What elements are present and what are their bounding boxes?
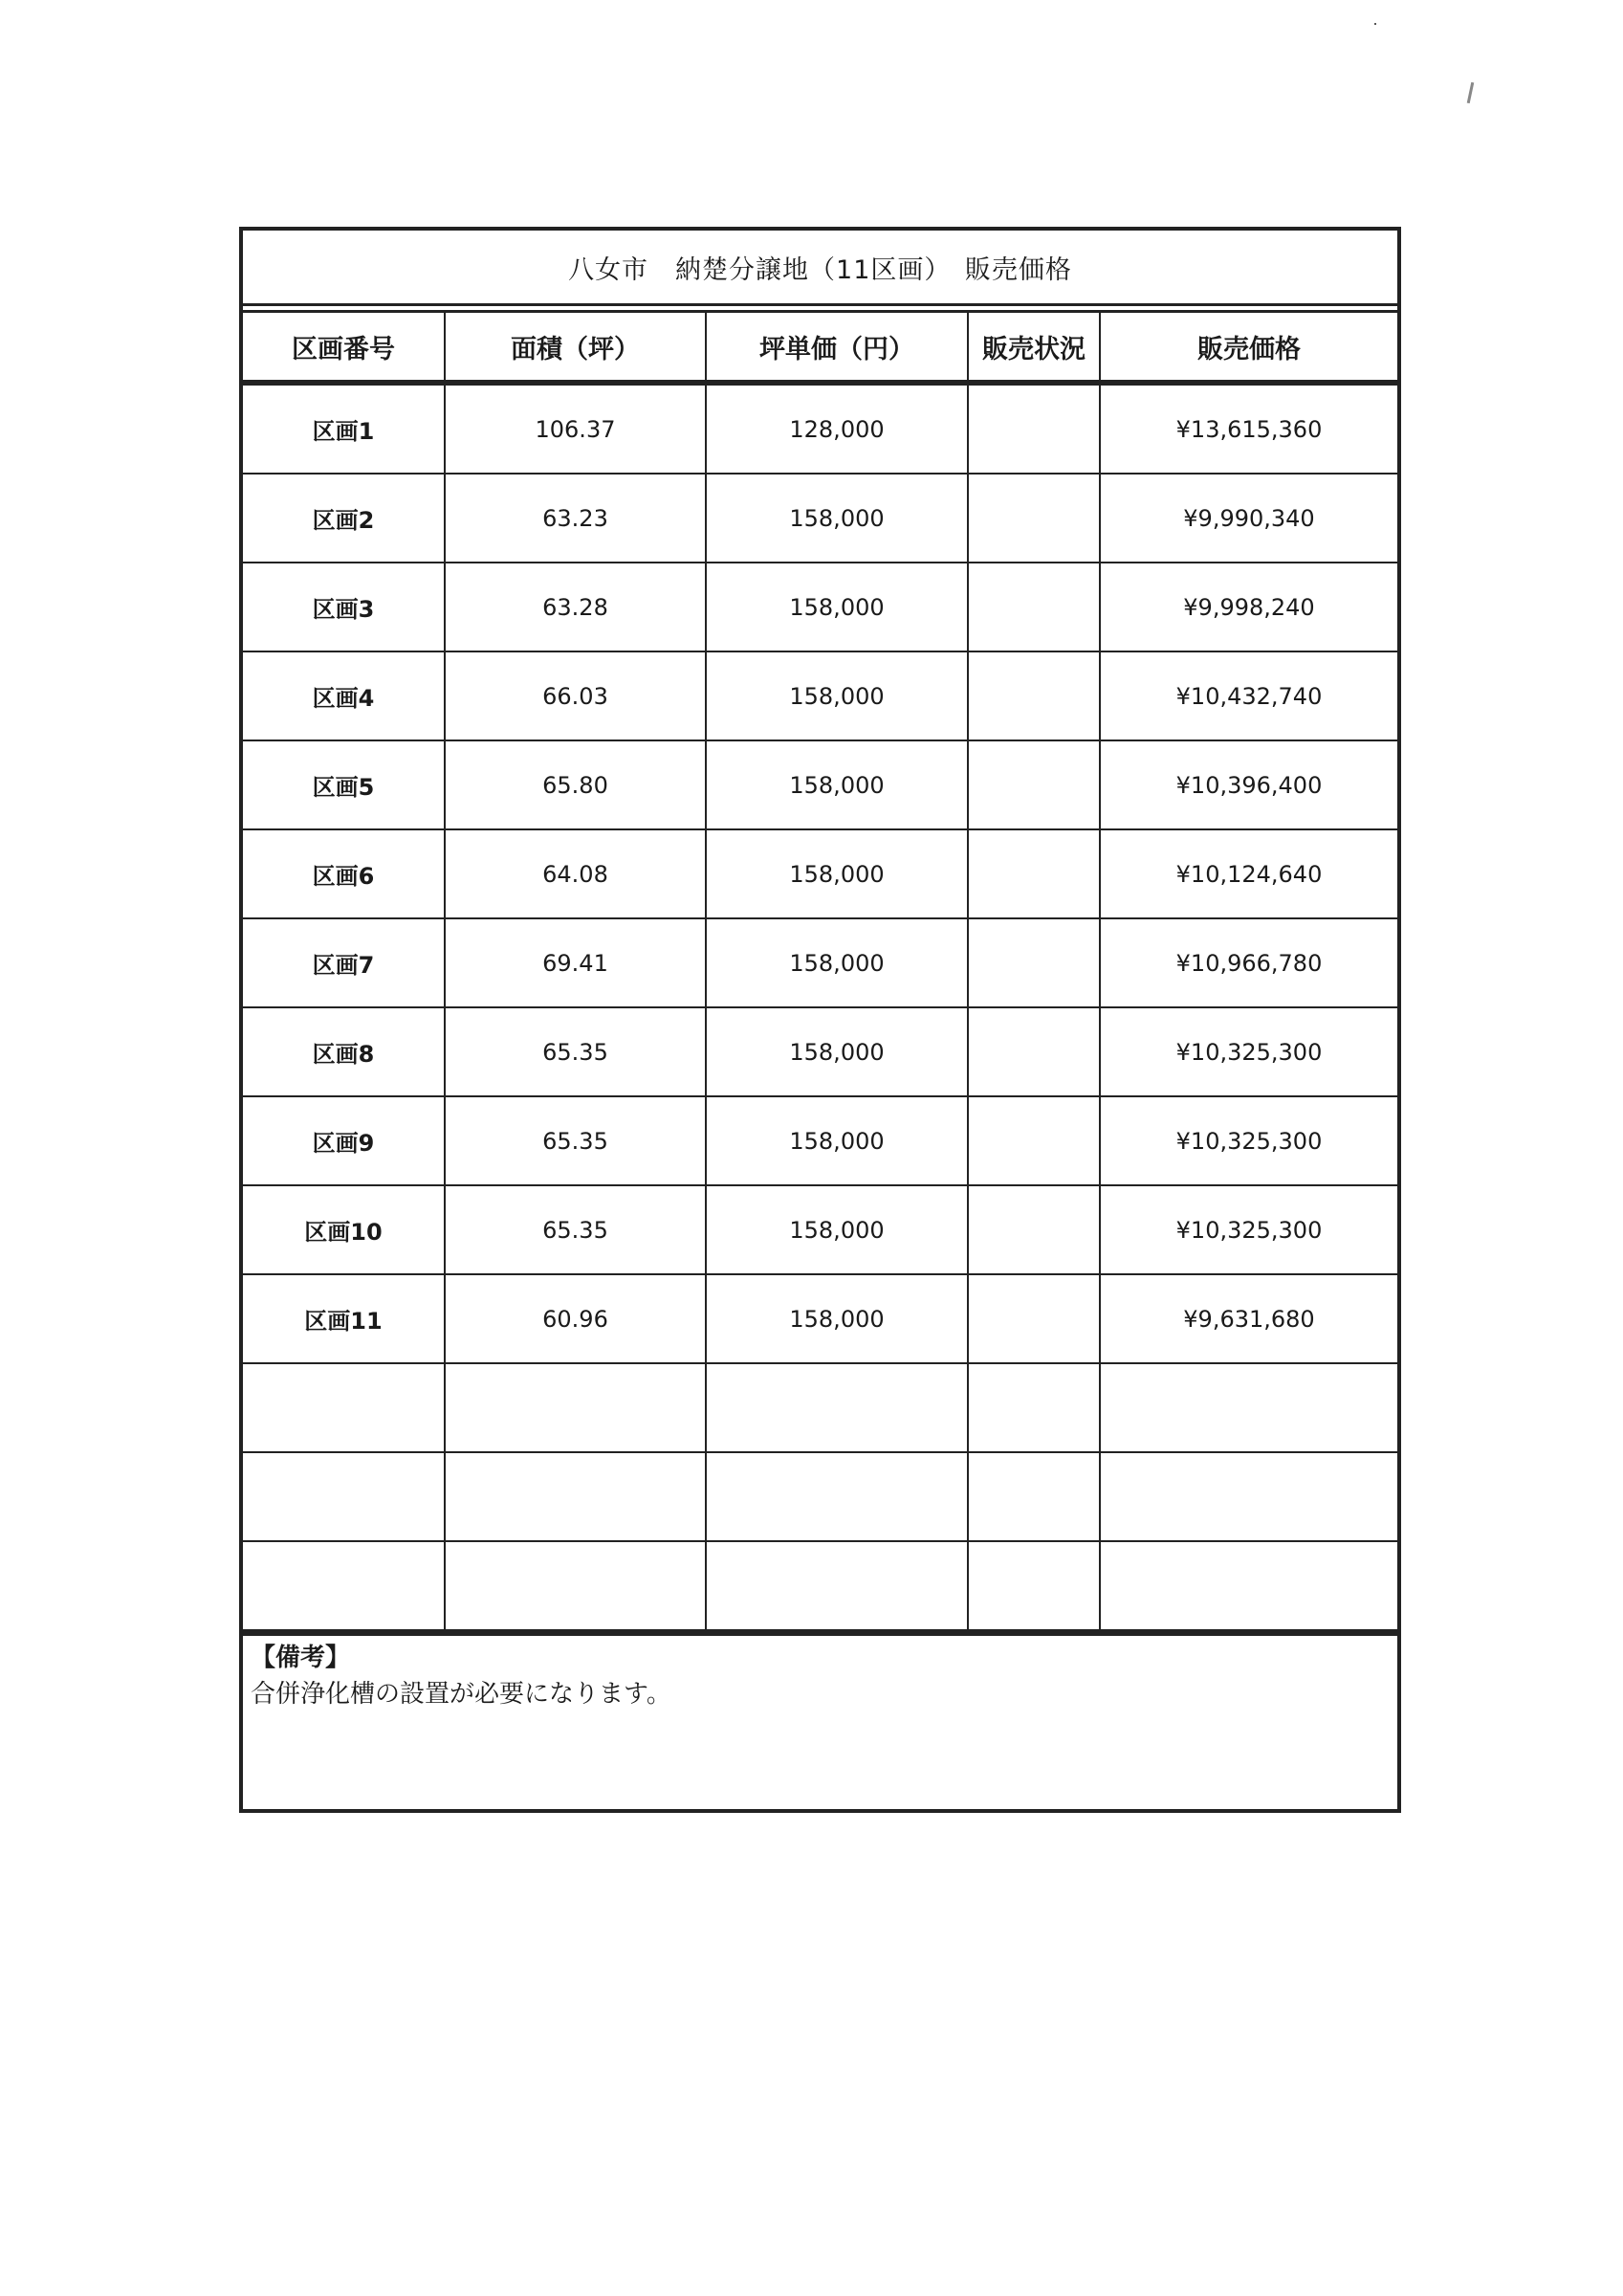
price-cell: ¥9,990,340 <box>1100 474 1397 563</box>
table-row <box>243 1185 1397 1274</box>
status-cell <box>968 918 1100 1007</box>
unit-price-cell: 158,000 <box>706 1185 968 1274</box>
unit-price-cell: 158,000 <box>706 918 968 1007</box>
unit-price-cell: 158,000 <box>706 651 968 740</box>
unit-price-cell: 158,000 <box>706 1007 968 1096</box>
area-cell: 65.35 <box>445 1096 706 1185</box>
table-row <box>243 829 1397 918</box>
unit-price-cell: 158,000 <box>706 740 968 829</box>
price-cell: ¥10,966,780 <box>1100 918 1397 1007</box>
status-cell <box>968 1452 1100 1541</box>
unit-price-cell <box>706 1363 968 1452</box>
unit-price-cell: 158,000 <box>706 1096 968 1185</box>
price-cell <box>1100 1363 1397 1452</box>
status-cell <box>968 740 1100 829</box>
lot-cell: 区画9 <box>243 1096 445 1185</box>
table-row <box>243 1274 1397 1363</box>
status-cell <box>968 1541 1100 1630</box>
status-cell <box>968 563 1100 651</box>
status-cell <box>968 383 1100 474</box>
status-cell <box>968 1274 1100 1363</box>
unit-price-cell <box>706 1452 968 1541</box>
price-cell: ¥10,325,300 <box>1100 1007 1397 1096</box>
lot-cell: 区画1 <box>243 383 445 474</box>
title-divider <box>243 306 1397 313</box>
table-row <box>243 1007 1397 1096</box>
unit-price-cell: 128,000 <box>706 383 968 474</box>
notes-section <box>243 1631 1397 1809</box>
table-row <box>243 1096 1397 1185</box>
table-row <box>243 474 1397 563</box>
area-cell: 65.35 <box>445 1185 706 1274</box>
price-table <box>243 313 1397 1631</box>
table-row <box>243 563 1397 651</box>
area-cell <box>445 1452 706 1541</box>
unit-price-cell: 158,000 <box>706 474 968 563</box>
price-cell: ¥10,325,300 <box>1100 1185 1397 1274</box>
area-cell: 106.37 <box>445 383 706 474</box>
status-cell <box>968 1185 1100 1274</box>
lot-cell <box>243 1541 445 1630</box>
area-cell: 65.80 <box>445 740 706 829</box>
price-cell: ¥10,124,640 <box>1100 829 1397 918</box>
lot-cell <box>243 1363 445 1452</box>
unit-price-cell: 158,000 <box>706 563 968 651</box>
lot-cell <box>243 1452 445 1541</box>
scan-mark <box>1467 82 1475 103</box>
area-cell: 66.03 <box>445 651 706 740</box>
lot-cell: 区画5 <box>243 740 445 829</box>
area-cell <box>445 1363 706 1452</box>
table-row <box>243 1363 1397 1452</box>
price-cell: ¥9,998,240 <box>1100 563 1397 651</box>
table-row <box>243 918 1397 1007</box>
table-row <box>243 1541 1397 1630</box>
lot-cell: 区画2 <box>243 474 445 563</box>
lot-cell: 区画10 <box>243 1185 445 1274</box>
table-row <box>243 651 1397 740</box>
column-header-area: 面積（坪） <box>445 313 706 383</box>
column-header-price: 販売価格 <box>1100 313 1397 383</box>
status-cell <box>968 1096 1100 1185</box>
price-cell: ¥13,615,360 <box>1100 383 1397 474</box>
table-row <box>243 740 1397 829</box>
area-cell: 60.96 <box>445 1274 706 1363</box>
table-row <box>243 1452 1397 1541</box>
lot-cell: 区画8 <box>243 1007 445 1096</box>
price-cell: ¥9,631,680 <box>1100 1274 1397 1363</box>
area-cell: 69.41 <box>445 918 706 1007</box>
unit-price-cell <box>706 1541 968 1630</box>
notes-text: 合併浄化槽の設置が必要になります。 <box>251 1680 671 1709</box>
lot-cell: 区画4 <box>243 651 445 740</box>
unit-price-cell: 158,000 <box>706 1274 968 1363</box>
unit-price-cell: 158,000 <box>706 829 968 918</box>
column-header-lot: 区画番号 <box>243 313 445 383</box>
status-cell <box>968 829 1100 918</box>
status-cell <box>968 1363 1100 1452</box>
area-cell <box>445 1541 706 1630</box>
lot-cell: 区画7 <box>243 918 445 1007</box>
area-cell: 64.08 <box>445 829 706 918</box>
notes-heading: 【備考】 <box>251 1644 351 1672</box>
column-header-status: 販売状況 <box>968 313 1100 383</box>
price-cell: ¥10,432,740 <box>1100 651 1397 740</box>
area-cell: 63.28 <box>445 563 706 651</box>
price-cell: ¥10,396,400 <box>1100 740 1397 829</box>
table-row <box>243 383 1397 474</box>
price-cell: ¥10,325,300 <box>1100 1096 1397 1185</box>
status-cell <box>968 651 1100 740</box>
area-cell: 63.23 <box>445 474 706 563</box>
status-cell <box>968 474 1100 563</box>
price-cell <box>1100 1452 1397 1541</box>
column-header-unit-price: 坪単価（円） <box>706 313 968 383</box>
lot-cell: 区画6 <box>243 829 445 918</box>
lot-cell: 区画3 <box>243 563 445 651</box>
status-cell <box>968 1007 1100 1096</box>
table-header-row <box>243 313 1397 383</box>
document-title: 八女市 納楚分譲地（11区画） 販売価格 <box>243 231 1397 306</box>
lot-cell: 区画11 <box>243 1274 445 1363</box>
price-list-sheet <box>239 227 1401 1813</box>
price-cell <box>1100 1541 1397 1630</box>
scan-speck <box>1374 23 1376 25</box>
area-cell: 65.35 <box>445 1007 706 1096</box>
